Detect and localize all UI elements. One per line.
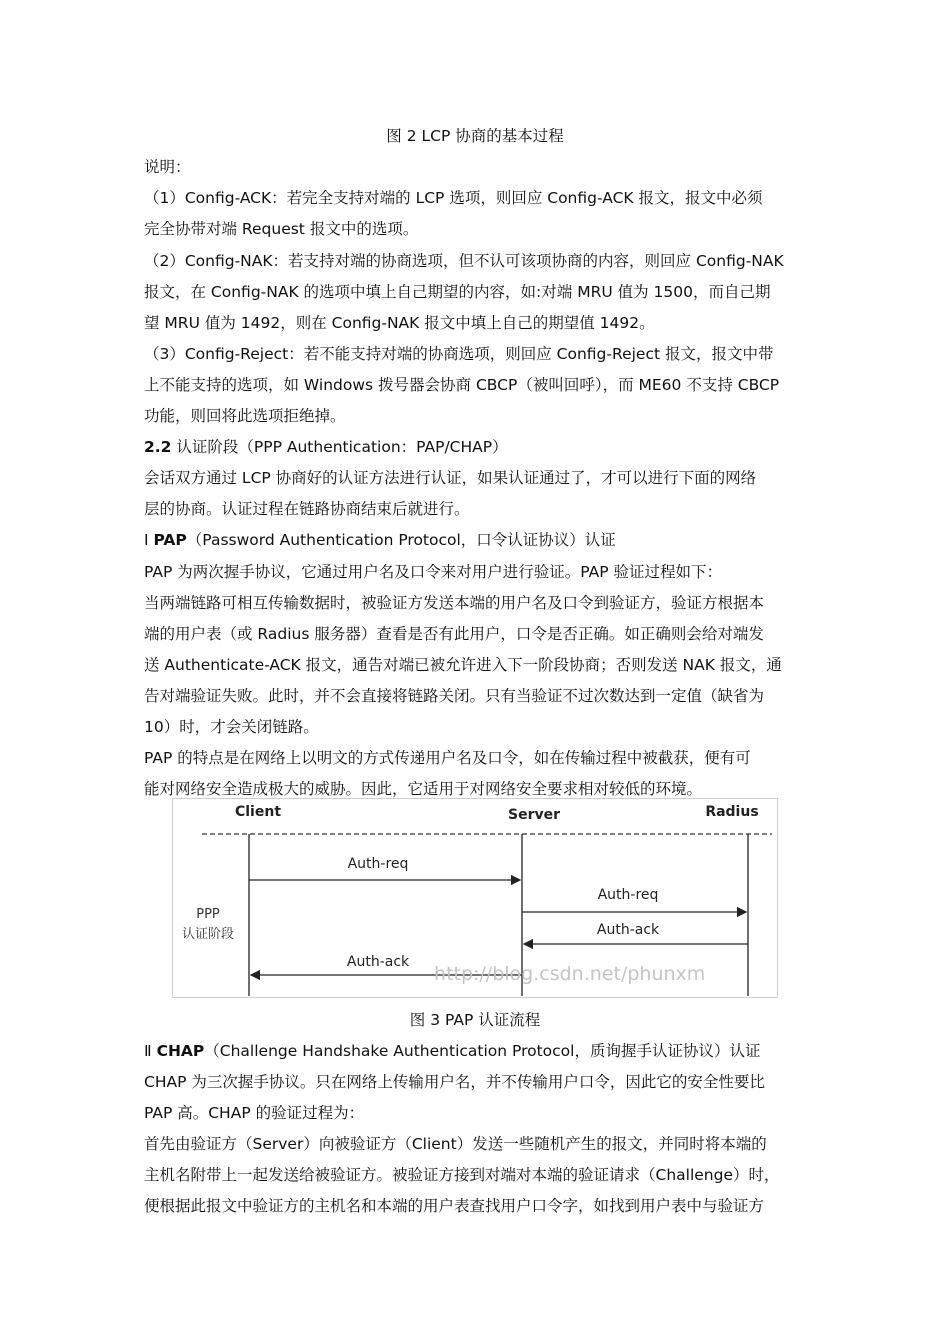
protocol-name: PAP (153, 531, 187, 549)
watermark-text: http://blog.csdn.net/phunxm (434, 963, 706, 985)
paragraph-line: 完全协带对端 Request 报文中的选项。 (144, 220, 419, 238)
paragraph-line: 会话双方通过 LCP 协商好的认证方法进行认证，如果认证通过了，才可以进行下面的网络 (144, 469, 757, 487)
paragraph-line: 报文，在 Config-NAK 的选项中填上自己期望的内容，如:对端 MRU 值为 1500，而自己期 (144, 283, 771, 301)
phase-label-line1: PPP (196, 907, 220, 922)
figure-2-caption: 图 2 LCP 协商的基本过程 (386, 127, 564, 145)
paragraph-line: 端的用户表（或 Radius 服务器）查看是否有此用户，口令是否正确。如正确则会给对端发 (144, 625, 764, 643)
paragraph-line: 功能，则回将此选项拒绝掉。 (144, 407, 346, 425)
roman-numeral: Ⅱ (144, 1042, 157, 1060)
paragraph-line: 主机名附带上一起发送给被验证方。被验证方接到对端对本端的验证请求（Challenge）时， (144, 1166, 780, 1184)
phase-label-line2: 认证阶段 (181, 927, 235, 942)
server-label: Server (507, 807, 561, 823)
paragraph-line: PAP 为两次握手协议，它通过用户名及口令来对用户进行验证。PAP 验证过程如下： (144, 563, 722, 581)
paragraph-line: PAP 高。CHAP 的验证过程为： (144, 1104, 365, 1122)
chap-heading (144, 1041, 760, 1061)
message-label-1: Auth-req (347, 856, 409, 872)
paragraph-line: 能对网络安全造成极大的威胁。因此，它适用于对网络安全要求相对较低的环境。 (144, 780, 703, 798)
paragraph-line: 首先由验证方（Server）向被验证方（Client）发送一些随机产生的报文，并同时将本端的 (144, 1135, 767, 1153)
message-label-4: Auth-ack (346, 954, 410, 970)
paragraph-line: （2）Config-NAK：若支持对端的协商选项，但不认可该项协商的内容，则回应 Config-NAK (144, 252, 784, 270)
paragraph-line: 告对端验证失败。此时，并不会直接将链路关闭。只有当验证不过次数达到一定值（缺省为 (144, 687, 765, 705)
paragraph-line: 便根据此报文中验证方的主机名和本端的用户表查找用户口令字，如找到用户表中与验证方 (144, 1197, 765, 1215)
section-heading-2-2 (144, 437, 508, 457)
heading-rest: （Challenge Handshake Authentication Protocol，质询握手认证协议）认证 (204, 1042, 761, 1060)
paragraph-line: 上不能支持的选项，如 Windows 拨号器会协商 CBCP（被叫回呼），而 ME60 不支持 CBCP (144, 376, 780, 394)
paragraph-line: （1）Config-ACK：若完全支持对端的 LCP 选项，则回应 Config-ACK 报文，报文中必须 (144, 189, 763, 207)
paragraph-line: 望 MRU 值为 1492，则在 Config-NAK 报文中填上自己的期望值 1492。 (144, 314, 655, 332)
protocol-name: CHAP (156, 1042, 205, 1060)
figure-3-caption: 图 3 PAP 认证流程 (409, 1011, 541, 1029)
roman-numeral: Ⅰ (144, 531, 154, 549)
paragraph-line: 10）时，才会关闭链路。 (144, 718, 319, 736)
pap-sequence-diagram (172, 798, 778, 998)
section-number: 2.2 (144, 438, 172, 456)
paragraph-line: PAP 的特点是在网络上以明文的方式传递用户名及口令，如在传输过程中被截获，便有可 (144, 749, 751, 767)
message-label-2: Auth-req (597, 887, 659, 903)
heading-rest: （Password Authentication Protocol，口令认证协议）认证 (186, 531, 616, 549)
paragraph-line: CHAP 为三次握手协议。只在网络上传输用户名，并不传输用户口令，因此它的安全性要比 (144, 1073, 765, 1091)
paragraph-line: 当两端链路可相互传输数据时，被验证方发送本端的用户名及口令到验证方，验证方根据本 (144, 594, 765, 612)
pap-heading (144, 530, 616, 550)
paragraph-line: 层的协商。认证过程在链路协商结束后就进行。 (144, 500, 470, 518)
explain-label: 说明： (144, 158, 191, 176)
paragraph-line: （3）Config-Reject：若不能支持对端的协商选项，则回应 Config-Reject 报文，报文中带 (144, 345, 774, 363)
client-label: Client (234, 804, 282, 820)
radius-label: Radius (705, 804, 759, 820)
message-label-3: Auth-ack (596, 922, 660, 938)
section-title: 认证阶段（PPP Authentication：PAP/CHAP） (171, 438, 508, 456)
paragraph-line: 送 Authenticate-ACK 报文，通告对端已被允许进入下一阶段协商；否则发送 NAK 报文，通 (144, 656, 782, 674)
